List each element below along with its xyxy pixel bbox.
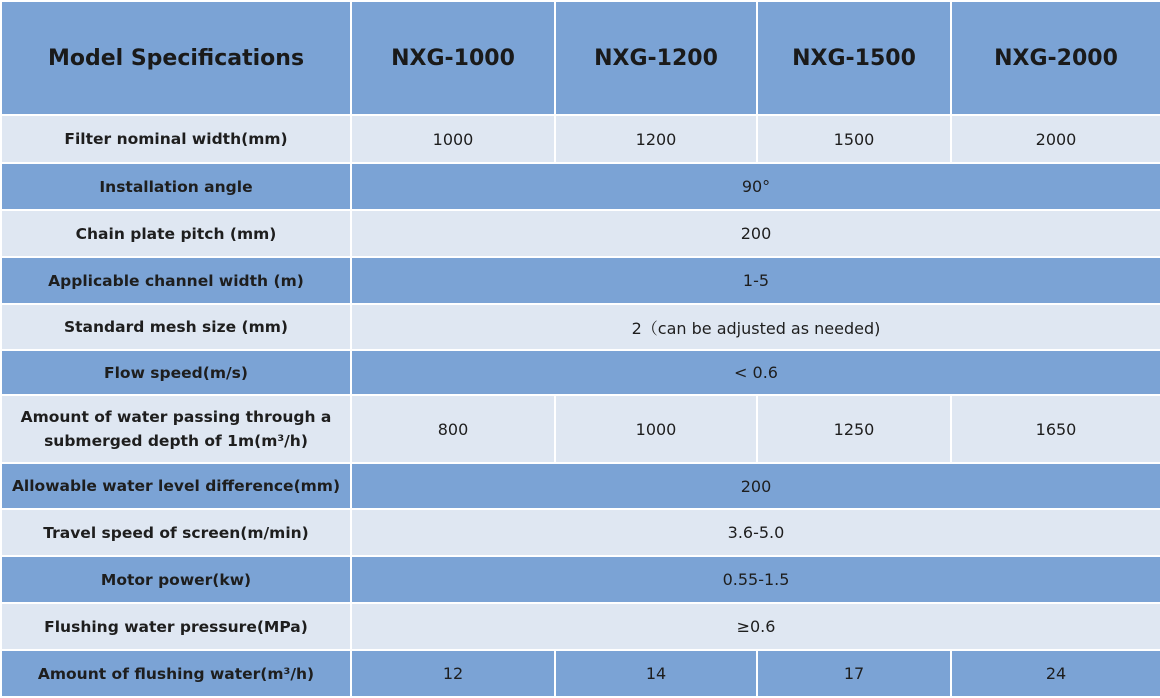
cell-value: 17 [757, 650, 951, 697]
cell-value: 3.6-5.0 [351, 509, 1160, 556]
row-label: Allowable water level difference(mm) [1, 463, 351, 509]
row-label: Flow speed(m/s) [1, 350, 351, 395]
cell-value: 800 [351, 395, 555, 463]
cell-value: 1000 [555, 395, 757, 463]
cell-value: 1-5 [351, 257, 1160, 304]
row-label-line: Amount of water passing through a [20, 408, 332, 426]
cell-value: < 0.6 [351, 350, 1160, 395]
table-row [1, 210, 1160, 257]
header-title: Model Specifications [1, 1, 351, 115]
row-label: Standard mesh size (mm) [1, 304, 351, 350]
cell-value: 2000 [951, 115, 1160, 163]
cell-value: 14 [555, 650, 757, 697]
row-label: Applicable channel width (m) [1, 257, 351, 304]
table-row [1, 603, 1160, 650]
table-row [1, 304, 1160, 350]
table-header-row [1, 1, 1160, 115]
cell-value: 200 [351, 210, 1160, 257]
row-label-line: submerged depth of 1m(m³/h) [44, 432, 308, 450]
row-label: Motor power(kw) [1, 556, 351, 603]
model-header: NXG-1200 [555, 1, 757, 115]
row-label: Travel speed of screen(m/min) [1, 509, 351, 556]
cell-value: 1650 [951, 395, 1160, 463]
row-label: Amount of flushing water(m³/h) [1, 650, 351, 697]
cell-value: 1000 [351, 115, 555, 163]
table-row [1, 163, 1160, 210]
table-row [1, 115, 1160, 163]
cell-value: ≥0.6 [351, 603, 1160, 650]
row-label [1, 395, 351, 463]
row-label: Chain plate pitch (mm) [1, 210, 351, 257]
row-label: Filter nominal width(mm) [1, 115, 351, 163]
table-row [1, 556, 1160, 603]
cell-value: 1200 [555, 115, 757, 163]
model-header: NXG-1500 [757, 1, 951, 115]
cell-value: 12 [351, 650, 555, 697]
cell-value: 0.55-1.5 [351, 556, 1160, 603]
model-header: NXG-2000 [951, 1, 1160, 115]
table-row [1, 257, 1160, 304]
model-header: NXG-1000 [351, 1, 555, 115]
table-row [1, 509, 1160, 556]
row-label: Installation angle [1, 163, 351, 210]
table-row [1, 650, 1160, 697]
cell-value: 24 [951, 650, 1160, 697]
cell-value: 2（can be adjusted as needed) [351, 304, 1160, 350]
table-row [1, 350, 1160, 395]
table-row [1, 463, 1160, 509]
cell-value: 200 [351, 463, 1160, 509]
table-row [1, 395, 1160, 463]
cell-value: 90° [351, 163, 1160, 210]
row-label: Flushing water pressure(MPa) [1, 603, 351, 650]
cell-value: 1500 [757, 115, 951, 163]
cell-value: 1250 [757, 395, 951, 463]
